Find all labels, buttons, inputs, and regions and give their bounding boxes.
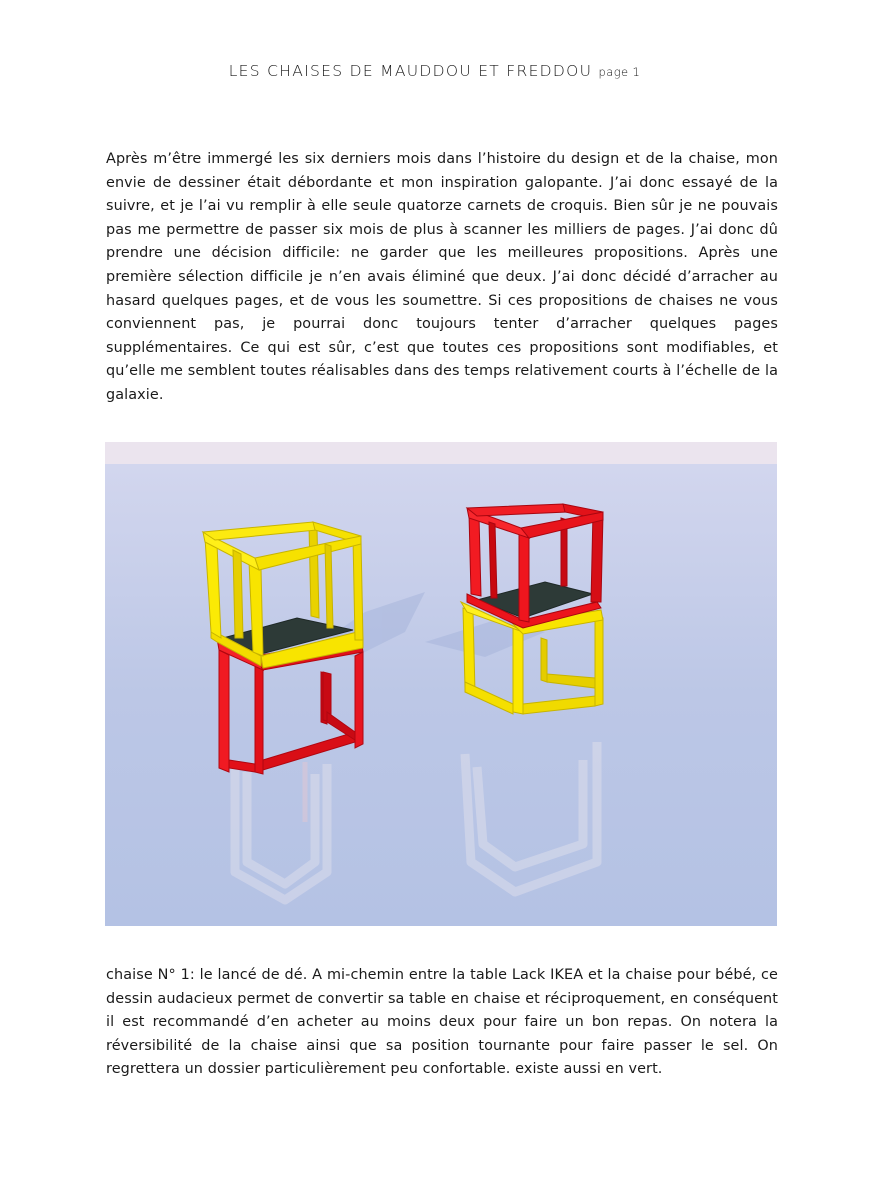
- chair-caption: chaise N° 1: le lancé de dé. A mi-chemin entre la table Lack IKEA et la chaise pour bébé, ce dessin audacieux permet de convertir sa table en chaise et réciproquement, en conséquent il est recommandé d’en acheter au moins deux pour faire un bon repas. On notera la réversibilité de la chaise ainsi que sa position tournante pour faire passer le sel. On regrettera un dossier particulièrement peu confortable. existe aussi en vert.: [106, 967, 778, 1078]
- page-number: page 1: [598, 65, 641, 79]
- intro-paragraph: Après m’être immergé les six derniers mois dans l’histoire du design et de la chaise, mon envie de dessiner était débordante et mon inspiration galopante. J’ai donc essayé de la suivre, et je l’ai vu remplir à elle seule quatorze carnets de croquis. Bien sûr je ne pouvais pas me permettre de passer six mois de plus à scanner les milliers de pages. J’ai donc dû prendre une décision difficile: ne garder que les meilleures propositions. Après une première sélection difficile je n’en avais éliminé que deux. J’ai donc décidé d’arracher au hasard quelques pages, et de vous les soumettre. Si ces propositions de chaises ne vous conviennent pas, je pourrai donc toujours tenter d’arracher quelques pages supplémentaires. Ce qui est sûr, c’est que toutes ces propositions sont modifiables, et qu’elle me semblent toutes réalisables dans des temps relativement courts à l’échelle de la galaxie.: [106, 151, 778, 403]
- page-title: LES CHAISES DE MAUDDOU ET FREDDOU: [228, 62, 593, 80]
- page-header: [0, 62, 869, 80]
- chair-render-image: [105, 442, 777, 926]
